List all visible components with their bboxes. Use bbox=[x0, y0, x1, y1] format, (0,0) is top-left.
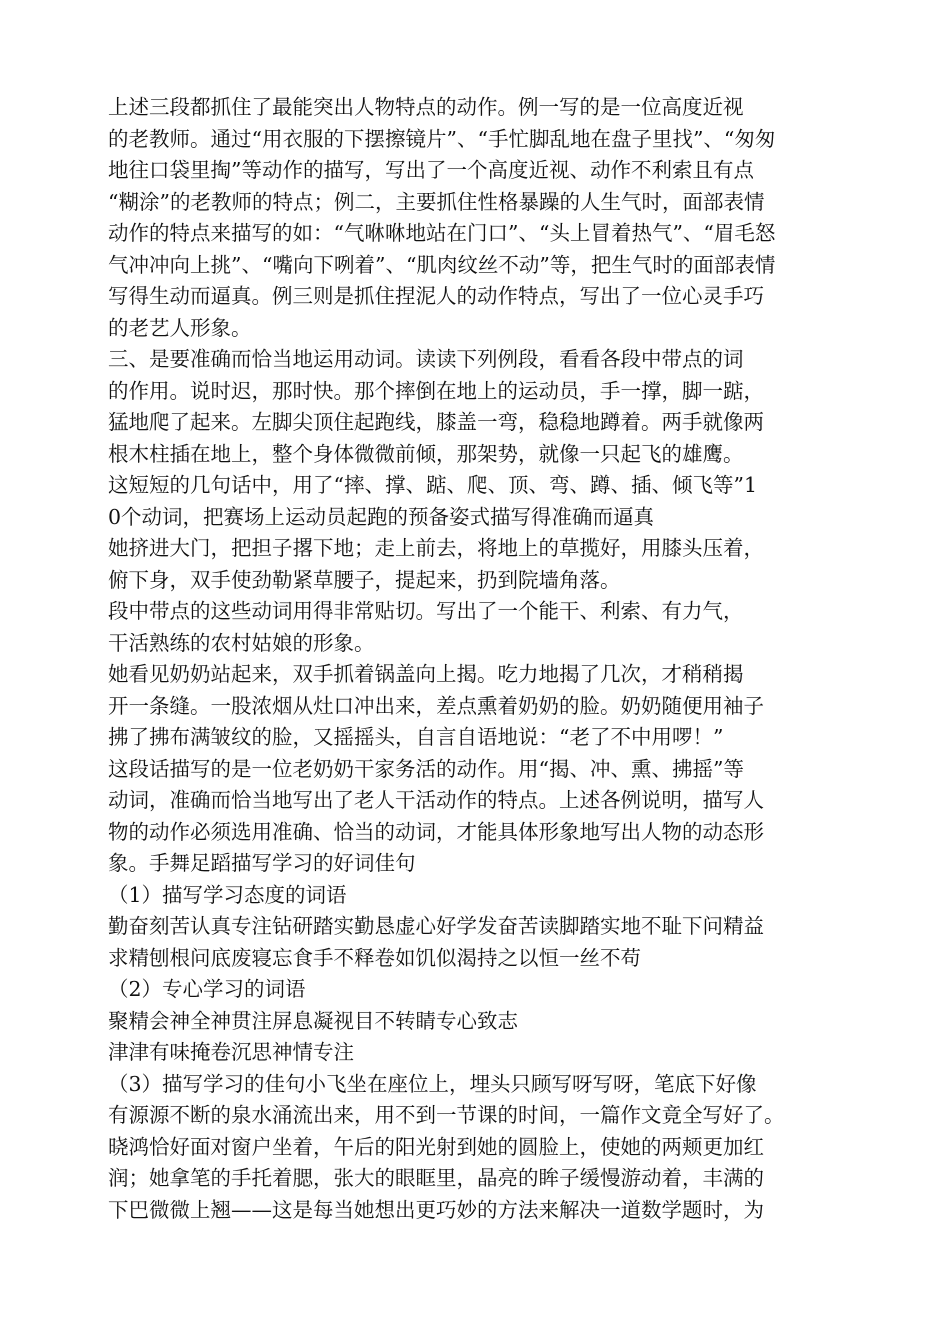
section-heading: （1）描写学习态度的词语 bbox=[108, 882, 347, 907]
text-line: 0个动词，把赛场上运动员起跑的预备姿式描写得准确而逼真 bbox=[108, 504, 655, 529]
text-line: 猛地爬了起来。左脚尖顶住起跑线，膝盖一弯，稳稳地蹲着。两手就像两 bbox=[108, 410, 764, 434]
text-line: 写得生动而逼真。例三则是抓住捏泥人的动作特点，写出了一位心灵手巧 bbox=[108, 284, 764, 308]
text-line: 她看见奶奶站起来，双手抓着锅盖向上揭。吃力地揭了几次，才稍稍揭 bbox=[108, 662, 744, 686]
text-line: 的老艺人形象。 bbox=[108, 315, 252, 340]
section-heading: （3）描写学习的佳句小飞坐在座位上，埋头只顾写呀写呀，笔底下好像 bbox=[108, 1071, 757, 1096]
text-line: 开一条缝。一股浓烟从灶口冲出来，差点熏着奶奶的脸。奶奶随便用袖子 bbox=[108, 693, 764, 718]
text-line: 聚精会神全神贯注屏息凝视目不转睛专心致志 bbox=[108, 1008, 518, 1033]
text-line: 上述三段都抓住了最能突出人物特点的动作。例一写的是一位高度近视 bbox=[108, 95, 744, 119]
text-line: 有源源不断的泉水涌流出来，用不到一节课的时间，一篇作文竟全写好了。 bbox=[108, 1103, 785, 1127]
text-line: 津津有味掩卷沉思神情专注 bbox=[108, 1040, 354, 1064]
text-line: 动作的特点来描写的如：“气咻咻地站在门口”、“头上冒着热气”、“眉毛怒 bbox=[108, 221, 776, 245]
text-line: 三、是要准确而恰当地运用动词。读读下列例段，看看各段中带点的词 bbox=[108, 347, 744, 371]
document-body bbox=[108, 92, 868, 1226]
text-line: 这段话描写的是一位老奶奶干家务活的动作。用“揭、冲、熏、拂摇”等 bbox=[108, 756, 744, 781]
text-line: 的老教师。通过“用衣服的下摆擦镜片”、“手忙脚乱地在盘子里找”、“匆匆 bbox=[108, 126, 776, 151]
text-line: 这短短的几句话中，用了“摔、撑、踮、爬、顶、弯、蹲、插、倾飞等”1 bbox=[108, 473, 758, 497]
text-line: 晓鸿恰好面对窗户坐着，午后的阳光射到她的圆脸上，使她的两颊更加红 bbox=[108, 1134, 764, 1159]
text-line: 根木柱插在地上，整个身体微微前倾，那架势，就像一只起飞的雄鹰。 bbox=[108, 441, 744, 466]
text-line: 下巴微微上翘——这是每当她想出更巧妙的方法来解决一道数学题时，为 bbox=[108, 1197, 764, 1222]
text-line: “糊涂”的老教师的特点；例二，主要抓住性格暴躁的人生气时，面部表情 bbox=[108, 189, 765, 214]
text-line: 俯下身，双手使劲勒紧草腰子，提起来，扔到院墙角落。 bbox=[108, 567, 621, 592]
text-line: 的作用。说时迟，那时快。那个摔倒在地上的运动员，手一撑，脚一踮， bbox=[108, 378, 764, 403]
text-line: 气冲冲向上挑”、“嘴向下咧着”、“肌肉纹丝不动”等，把生气时的面部表情 bbox=[108, 252, 776, 277]
text-line: 动词，准确而恰当地写出了老人干活动作的特点。上述各例说明，描写人 bbox=[108, 788, 764, 812]
text-line: 象。手舞足蹈描写学习的好词佳句 bbox=[108, 851, 416, 875]
text-line: 拂了拂布满皱纹的脸，又摇摇头，自言自语地说：“老了不中用啰！” bbox=[108, 725, 724, 749]
text-line: 干活熟练的农村姑娘的形象。 bbox=[108, 630, 375, 655]
section-heading: （2）专心学习的词语 bbox=[108, 977, 306, 1001]
text-line: 段中带点的这些动词用得非常贴切。写出了一个能干、利索、有力气， bbox=[108, 599, 744, 623]
text-line: 她挤进大门，把担子撂下地；走上前去，将地上的草揽好，用膝头压着， bbox=[108, 536, 764, 560]
text-line: 勤奋刻苦认真专注钻研踏实勤恳虚心好学发奋苦读脚踏实地不耻下问精益 bbox=[108, 914, 764, 938]
text-line: 物的动作必须选用准确、恰当的动词，才能具体形象地写出人物的动态形 bbox=[108, 819, 764, 844]
text-line: 地往口袋里掏”等动作的描写，写出了一个高度近视、动作不利索且有点 bbox=[108, 158, 754, 182]
text-line: 求精刨根问底废寝忘食手不释卷如饥似渴持之以恒一丝不苟 bbox=[108, 945, 641, 970]
text-line: 润；她拿笔的手托着腮，张大的眼眶里，晶亮的眸子缓慢游动着，丰满的 bbox=[108, 1166, 764, 1190]
